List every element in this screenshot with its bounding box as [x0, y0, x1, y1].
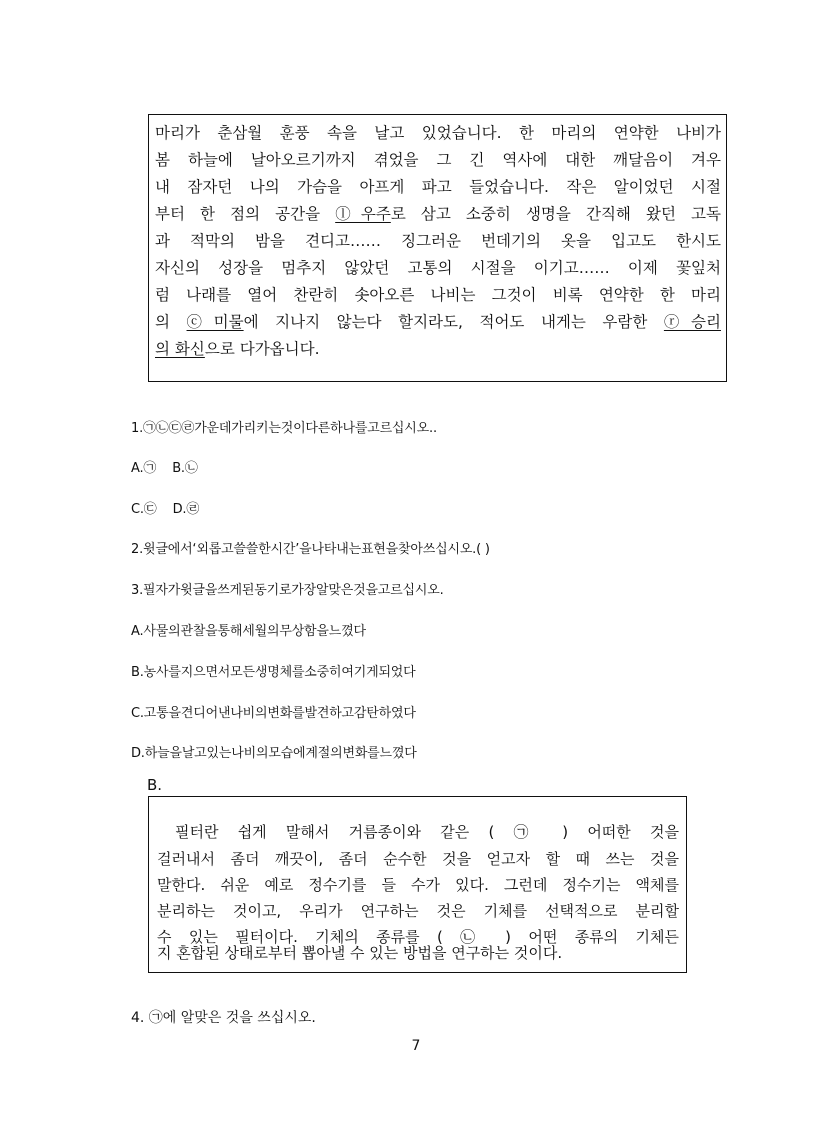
- passage-b-line-1: 필터란 쉽게 말해서 거름종이와 같은 ( ㉠ ) 어떠한 것을: [175, 823, 679, 841]
- question-3: 3.필자가윗글을쓰게된동기로가장알맞은것을고르십시오.: [131, 583, 444, 598]
- passage-box-a: [148, 114, 727, 382]
- passage-line-4: [155, 204, 721, 224]
- passage-line-5: [155, 231, 721, 251]
- option-b[interactable]: B.㉡: [172, 461, 198, 476]
- underlined-term-victory: ⓡ승리: [663, 313, 721, 331]
- passage-line-8: [155, 312, 721, 332]
- underlined-term-universe: ⓛ우주: [335, 205, 391, 223]
- option-a[interactable]: A.㉠: [131, 461, 157, 476]
- question-2: 2.윗글에서‘외롭고쓸쓸한시간’을나타내는표현을찾아쓰십시오.( ): [131, 542, 490, 557]
- passage-text: 자신의 성장을 멈추지 않았던 고통의 시절을 이기고…… 이제 꽃잎처: [155, 259, 721, 277]
- question-1: 1.㉠㉡㉢㉣가운데가리키는것이다른하나를고르십시오..: [131, 421, 437, 436]
- passage-text: 내 잠자던 나의 가슴을 아프게 파고 들었습니다. 작은 알이었던 시절: [155, 178, 721, 196]
- question-3-option-b[interactable]: B.농사를지으면서모든생명체를소중히여기게되었다: [131, 665, 416, 680]
- passage-text: 마리가 춘삼월 훈풍 속을 날고 있었습니다. 한 마리의 연약한 나비가: [155, 124, 721, 142]
- question-1-options-row-2: [131, 502, 199, 518]
- question-3-option-d[interactable]: D.하늘을날고있는나비의모습에계절의변화를느꼈다: [131, 746, 417, 761]
- passage-b-line-6: 지 혼합된 상태로부터 뽑아낼 수 있는 방법을 연구하는 것이다.: [157, 944, 563, 962]
- page-number: 7: [411, 1038, 421, 1054]
- passage-line-3: [155, 177, 721, 197]
- question-3-option-c[interactable]: C.고통을견디어낸나비의변화를발견하고감탄하였다: [131, 706, 416, 721]
- option-c[interactable]: C.㉢: [131, 502, 157, 517]
- passage-text: 로 삼고 소중히 생명을 간직해 왔던 고독: [390, 205, 721, 223]
- passage-line-9: [155, 339, 721, 359]
- passage-text: 에 지나지 않는다 할지라도, 적어도 내게는 우람한: [243, 313, 664, 331]
- passage-box-b: [148, 796, 687, 973]
- section-b-label: B.: [147, 776, 163, 794]
- passage-b-line-5: 수 있는 필터이다. 기체의 종류를 ( ㉡ ) 어떤 종류의 기체든: [157, 928, 679, 946]
- passage-line-2: [155, 150, 721, 170]
- option-d[interactable]: D.㉣: [172, 502, 200, 517]
- passage-b-line-4: 분리하는 것이고, 우리가 연구하는 것은 기체를 선택적으로 분리할: [157, 902, 679, 920]
- underlined-term-creature: ⓒ미물: [186, 313, 244, 331]
- passage-b-line-2: 걸러내서 좀더 깨끗이, 좀더 순수한 것을 얻고자 할 때 쓰는 것을: [157, 850, 679, 868]
- passage-text: 으로 다가옵니다.: [204, 340, 320, 358]
- underlined-term-incarnation: 의 화신: [155, 340, 205, 358]
- passage-text: 럼 나래를 열어 찬란히 솟아오른 나비는 그것이 비록 연약한 한 마리: [155, 286, 721, 304]
- passage-line-7: [155, 285, 721, 305]
- question-1-options-row-1: [131, 461, 198, 477]
- question-3-option-a[interactable]: A.사물의관찰을통해세월의무상함을느꼈다: [131, 624, 366, 639]
- question-4: 4. ㉠에 알맞은 것을 쓰십시오.: [131, 1010, 316, 1026]
- passage-text: 부터 한 점의 공간을: [155, 205, 336, 223]
- passage-line-1: [155, 123, 721, 143]
- passage-text: 봄 하늘에 날아오르기까지 겪었을 그 긴 역사에 대한 깨달음이 겨우: [155, 151, 721, 169]
- passage-line-6: [155, 258, 721, 278]
- passage-b-line-3: 말한다. 쉬운 예로 정수기를 들 수가 있다. 그런데 정수기는 액체를: [157, 876, 679, 894]
- passage-text: 과 적막의 밤을 견디고…… 징그러운 번데기의 옷을 입고도 한시도: [155, 232, 721, 250]
- passage-text: 의: [155, 313, 187, 331]
